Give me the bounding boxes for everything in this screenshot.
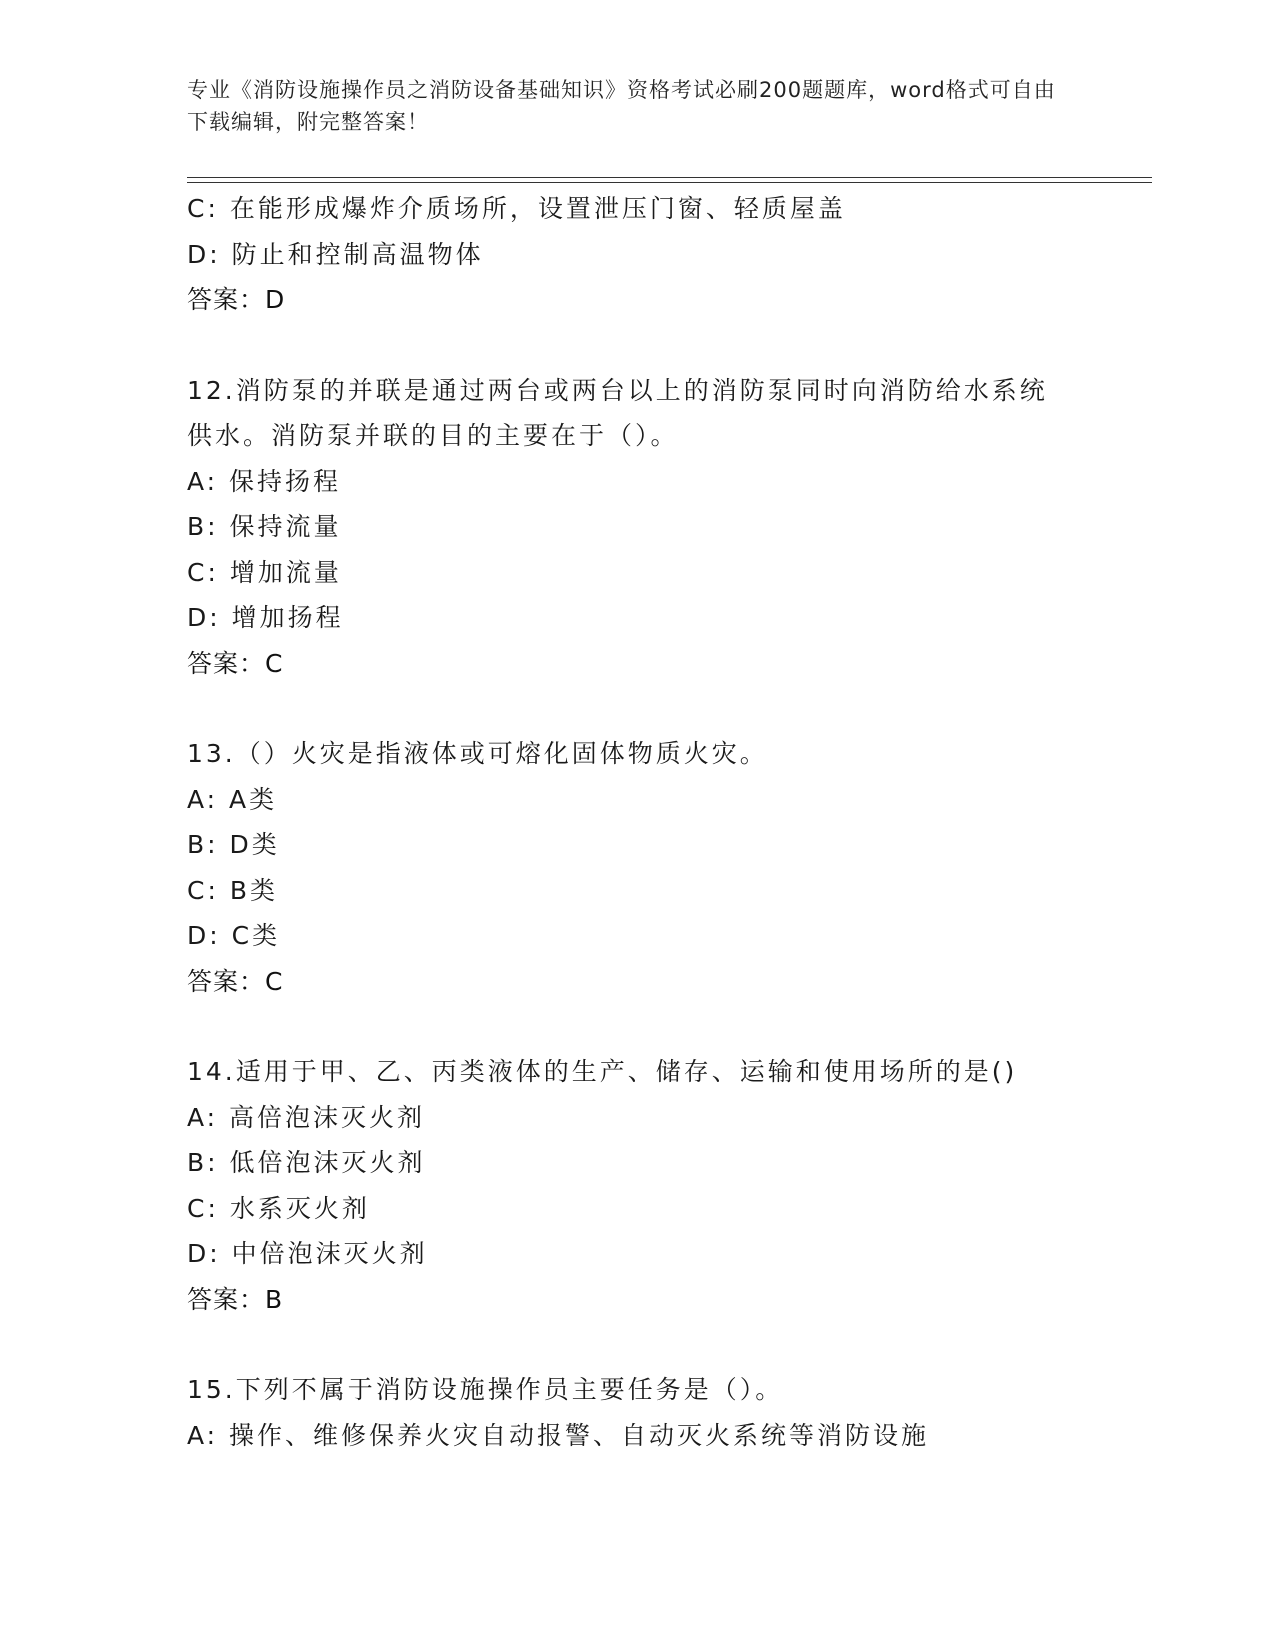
option-b: B: 保持流量 <box>187 512 342 541</box>
option-d: D: 增加扬程 <box>187 603 344 632</box>
question-text: 14.适用于甲、乙、丙类液体的生产、储存、运输和使用场所的是() <box>187 1057 1018 1086</box>
question-block-14 <box>187 1049 1087 1322</box>
option-c: C: 在能形成爆炸介质场所，设置泄压门窗、轻质屋盖 <box>187 194 846 223</box>
question-text: 15.下列不属于消防设施操作员主要任务是（）。 <box>187 1375 784 1404</box>
question-block-15 <box>187 1367 1087 1458</box>
block-spacer <box>187 1004 1087 1049</box>
option-d: D: 防止和控制高温物体 <box>187 239 484 269</box>
option-b: B: 低倍泡沫灭火剂 <box>187 1148 426 1177</box>
question-text: 13.（）火灾是指液体或可熔化固体物质火灾。 <box>187 739 768 768</box>
option-a: A: 高倍泡沫灭火剂 <box>187 1102 426 1132</box>
question-text: 12.消防泵的并联是通过两台或两台以上的消防泵同时向消防给水系统供水。消防泵并联的目的主要在于（）。 <box>187 375 1048 450</box>
option-b: B: D类 <box>187 830 280 859</box>
option-a: A: 保持扬程 <box>187 466 342 496</box>
option-d: D: C类 <box>187 921 281 950</box>
block-spacer <box>187 686 1087 731</box>
option-c: C: 水系灭火剂 <box>187 1193 370 1223</box>
question-block-11 <box>187 186 1087 323</box>
question-block-13 <box>187 731 1087 1004</box>
answer-line: 答案：C <box>187 966 284 996</box>
answer-line: 答案：B <box>187 1284 284 1314</box>
block-spacer <box>187 323 1087 368</box>
answer-line: 答案：D <box>187 285 286 314</box>
header-rule-top <box>187 177 1152 178</box>
option-c: C: B类 <box>187 875 278 905</box>
question-content <box>187 186 1087 1458</box>
option-a: A: 操作、维修保养火灾自动报警、自动灭火系统等消防设施 <box>187 1420 930 1450</box>
option-d: D: 中倍泡沫灭火剂 <box>187 1239 428 1268</box>
document-header: 专业《消防设施操作员之消防设备基础知识》资格考试必刷200题题库，word格式可自由下载编辑，附完整答案！ <box>187 78 1056 134</box>
answer-line: 答案：C <box>187 648 284 678</box>
block-spacer <box>187 1322 1087 1367</box>
header-rule-bottom <box>187 182 1152 183</box>
option-c: C: 增加流量 <box>187 557 342 587</box>
option-a: A: A类 <box>187 784 278 814</box>
question-block-12 <box>187 368 1087 687</box>
